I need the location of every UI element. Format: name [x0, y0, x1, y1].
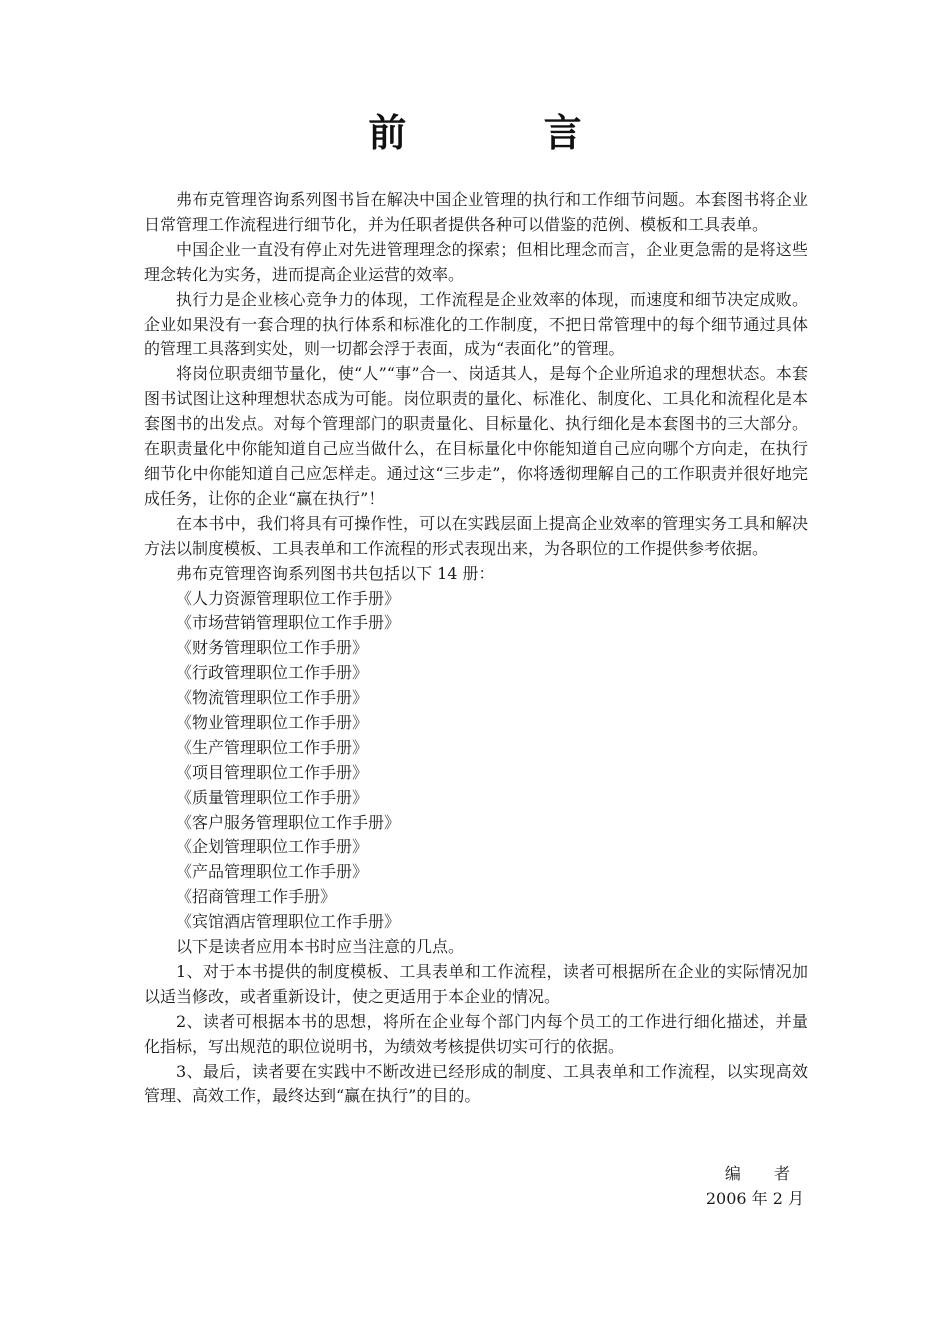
book-list-item: 《项目管理职位工作手册》	[176, 762, 369, 782]
signature-author: 编 者	[724, 1164, 804, 1183]
book-list-item: 《企划管理职位工作手册》	[176, 837, 369, 857]
intro-paragraph-5: 在本书中，我们将具有可操作性，可以在实践层面上提高企业效率的管理实务工具和解决方法以制度模板、工具表单和工作流程的形式表现出来，为各职位的工作提供参考依据。	[144, 513, 808, 558]
book-list-item: 《行政管理职位工作手册》	[176, 663, 369, 683]
book-list-item: 《市场营销管理职位工作手册》	[176, 613, 401, 633]
intro-paragraph-4: 将岗位职责细节量化，使“人”“事”合一、岗适其人，是每个企业所追求的理想状态。本套图书试图让这种理想状态成为可能。岗位职责的量化、标准化、制度化、工具化和流程化是本套图书的出发点。对每个管理部门的职责量化、目标量化、执行细化是本套图书的三大部分。在职责量化中你能知道自己应当做什么，在目标量化中你能知道自己应向哪个方向走，在执行细节化中你能知道自己应怎样走。通过这“三步走”，你将透彻理解自己的工作职责并很好地完成任务，让你的企业“赢在执行”！	[144, 364, 808, 508]
note-paragraph-3: 3、最后，读者要在实践中不断改进已经形成的制度、工具表单和工作流程，以实现高效管理、高效工作，最终达到“赢在执行”的目的。	[144, 1061, 808, 1106]
intro-paragraph-2: 中国企业一直没有停止对先进管理理念的探索；但相比理念而言，企业更急需的是将这些理念转化为实务，进而提高企业运营的效率。	[144, 239, 808, 284]
intro-paragraph-6: 弗布克管理咨询系列图书共包括以下 14 册：	[176, 563, 495, 583]
book-list-item: 《质量管理职位工作手册》	[176, 787, 369, 807]
note-paragraph-1: 1、对于本书提供的制度模板、工具表单和工作流程，读者可根据所在企业的实际情况加以适当修改，或者重新设计，使之更适用于本企业的情况。	[144, 961, 808, 1006]
page-title: 前 言	[368, 111, 644, 155]
book-list-item: 《产品管理职位工作手册》	[176, 862, 369, 882]
intro-paragraph-3: 执行力是企业核心竞争力的体现，工作流程是企业效率的体现，而速度和细节决定成败。企业如果没有一套合理的执行体系和标准化的工作制度，不把日常管理中的每个细节通过具体的管理工具落到实处，则一切都会浮于表面，成为“表面化”的管理。	[144, 289, 808, 359]
book-list-item: 《招商管理工作手册》	[176, 887, 337, 907]
intro-paragraph-1: 弗布克管理咨询系列图书旨在解决中国企业管理的执行和工作细节问题。本套图书将企业日常管理工作流程进行细节化，并为任职者提供各种可以借鉴的范例、模板和工具表单。	[144, 190, 808, 234]
book-list-item: 《宾馆酒店管理职位工作手册》	[176, 912, 401, 932]
book-list-item: 《生产管理职位工作手册》	[176, 737, 369, 757]
preface-body	[144, 188, 808, 1109]
signature-date: 2006 年 2 月	[705, 1189, 804, 1208]
book-list-item: 《财务管理职位工作手册》	[176, 638, 369, 658]
book-list-item: 《人力资源管理职位工作手册》	[176, 588, 401, 608]
notes-intro: 以下是读者应用本书时应当注意的几点。	[176, 936, 465, 956]
book-list-item: 《客户服务管理职位工作手册》	[176, 812, 401, 832]
note-paragraph-2: 2、读者可根据本书的思想，将所在企业每个部门内每个员工的工作进行细化描述，并量化指标，写出规范的职位说明书，为绩效考核提供切实可行的依据。	[144, 1011, 808, 1056]
book-list	[144, 587, 808, 935]
book-list-item: 《物流管理职位工作手册》	[176, 688, 369, 708]
book-list-item: 《物业管理职位工作手册》	[176, 712, 369, 732]
